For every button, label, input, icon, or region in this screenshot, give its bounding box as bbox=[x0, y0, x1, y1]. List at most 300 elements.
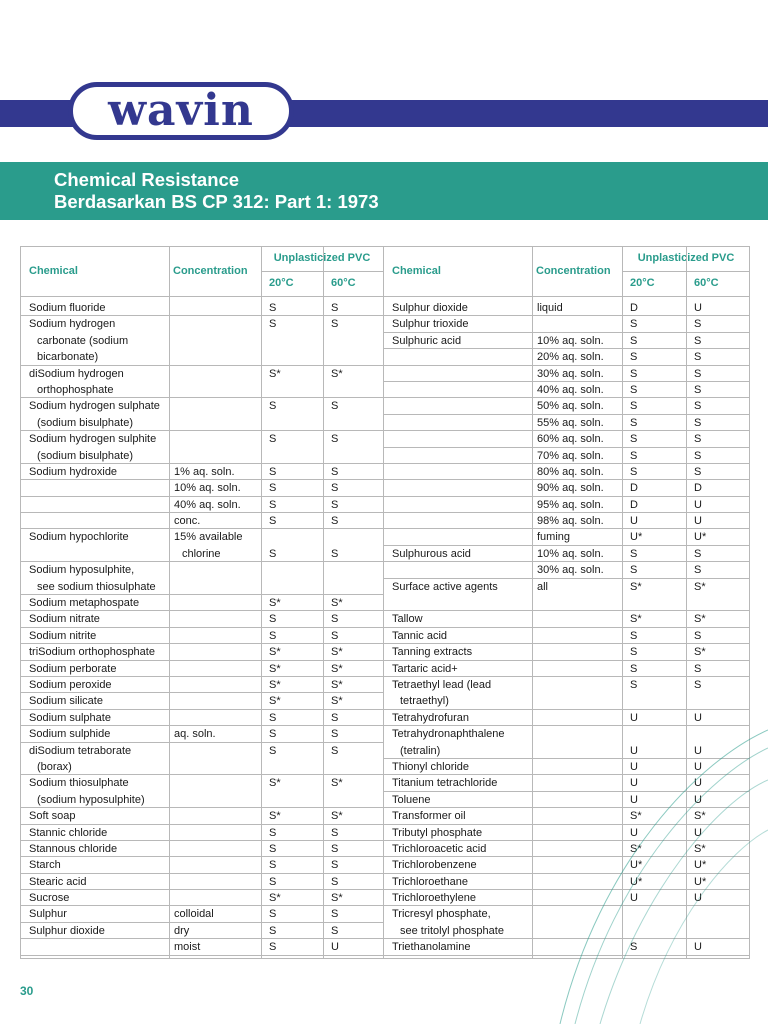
cell-20c: S* bbox=[269, 367, 281, 380]
table-row bbox=[21, 546, 383, 562]
page-subtitle: Berdasarkan BS CP 312: Part 1: 1973 bbox=[54, 191, 379, 212]
cell-20c: S bbox=[269, 908, 277, 921]
cell-60c: S* bbox=[694, 580, 706, 593]
cell-concentration: 30% aq. soln. bbox=[537, 367, 604, 380]
table-row bbox=[21, 382, 383, 398]
header-20c: 20°C bbox=[269, 277, 294, 289]
cell-60c: S bbox=[331, 465, 339, 478]
cell-chemical: Transformer oil bbox=[392, 810, 466, 823]
cell-60c: S bbox=[331, 515, 339, 528]
table-header bbox=[21, 247, 383, 297]
cell-60c: S bbox=[331, 744, 339, 757]
cell-concentration: 30% aq. soln. bbox=[537, 564, 604, 577]
cell-chemical: Thionyl chloride bbox=[392, 760, 470, 773]
cell-concentration: 20% aq. soln. bbox=[537, 351, 604, 364]
table-row bbox=[384, 529, 749, 545]
cell-chemical: Trichlorobenzene bbox=[392, 859, 477, 872]
table-row bbox=[384, 726, 749, 742]
cell-chemical: Titanium tetrachloride bbox=[392, 777, 498, 790]
table-header bbox=[384, 247, 749, 297]
cell-concentration: 10% aq. soln. bbox=[537, 547, 604, 560]
cell-chemical: Sodium hydrogen sulphite bbox=[29, 433, 157, 446]
cell-concentration: 10% aq. soln. bbox=[537, 334, 604, 347]
cell-20c: S bbox=[269, 400, 277, 413]
cell-20c: U bbox=[630, 892, 638, 905]
cell-chemical: Sulphur dioxide bbox=[29, 924, 105, 937]
cell-20c: S* bbox=[269, 646, 281, 659]
table-row bbox=[21, 808, 383, 824]
table-row bbox=[21, 562, 383, 578]
cell-chemical: Surface active agents bbox=[392, 580, 498, 593]
cell-20c: S bbox=[269, 482, 277, 495]
table-row bbox=[384, 710, 749, 726]
cell-20c: S bbox=[630, 941, 638, 954]
table-row bbox=[21, 661, 383, 677]
table-row bbox=[384, 874, 749, 890]
table-row bbox=[384, 775, 749, 791]
cell-concentration: chlorine bbox=[182, 547, 221, 560]
cell-60c: D bbox=[694, 482, 702, 495]
table-row bbox=[384, 906, 749, 922]
cell-concentration: 15% available bbox=[174, 531, 243, 544]
cell-concentration: colloidal bbox=[174, 908, 214, 921]
table-row bbox=[384, 759, 749, 775]
table-row bbox=[384, 546, 749, 562]
cell-20c: S bbox=[630, 334, 638, 347]
cell-20c: S bbox=[269, 924, 277, 937]
cell-20c: U bbox=[630, 793, 638, 806]
table-row bbox=[384, 841, 749, 857]
table-body bbox=[21, 300, 383, 956]
cell-20c: S bbox=[630, 465, 638, 478]
cell-60c: S* bbox=[331, 662, 343, 675]
cell-60c: S bbox=[331, 433, 339, 446]
cell-60c: U bbox=[331, 941, 339, 954]
cell-60c: S bbox=[694, 351, 702, 364]
cell-chemical: Tallow bbox=[392, 613, 423, 626]
cell-60c: S bbox=[694, 629, 702, 642]
cell-concentration: 95% aq. soln. bbox=[537, 498, 604, 511]
cell-20c: S bbox=[269, 433, 277, 446]
table-row bbox=[384, 595, 749, 611]
cell-chemical: Triethanolamine bbox=[392, 941, 471, 954]
table-row bbox=[21, 710, 383, 726]
table-row bbox=[384, 857, 749, 873]
cell-chemical: Trichloroethylene bbox=[392, 892, 476, 905]
header-concentration: Concentration bbox=[536, 265, 611, 277]
cell-20c: S bbox=[269, 941, 277, 954]
cell-concentration: fuming bbox=[537, 531, 571, 544]
table-row bbox=[384, 743, 749, 759]
cell-chemical: Tartaric acid+ bbox=[392, 662, 458, 675]
cell-60c: S bbox=[331, 400, 339, 413]
cell-chemical: Sodium silicate bbox=[29, 695, 103, 708]
cell-20c: S bbox=[630, 383, 638, 396]
cell-chemical: Tanning extracts bbox=[392, 646, 473, 659]
cell-20c: S* bbox=[269, 597, 281, 610]
table-row bbox=[21, 693, 383, 709]
cell-20c: S bbox=[630, 416, 638, 429]
cell-chemical: Soft soap bbox=[29, 810, 76, 823]
cell-chemical: Tetraethyl lead (lead bbox=[392, 678, 492, 691]
cell-20c: D bbox=[630, 482, 638, 495]
cell-concentration: conc. bbox=[174, 515, 201, 528]
cell-concentration: 40% aq. soln. bbox=[174, 498, 241, 511]
cell-chemical: (sodium hyposulphite) bbox=[37, 793, 145, 806]
title-band bbox=[0, 162, 768, 220]
wavin-logo bbox=[68, 82, 294, 140]
cell-60c: S* bbox=[694, 646, 706, 659]
cell-20c: S bbox=[269, 842, 277, 855]
header-20c: 20°C bbox=[630, 277, 655, 289]
cell-60c: U bbox=[694, 826, 702, 839]
cell-chemical: (borax) bbox=[37, 760, 72, 773]
cell-chemical: Sodium sulphate bbox=[29, 711, 111, 724]
table-row bbox=[21, 644, 383, 660]
cell-60c: S bbox=[331, 629, 339, 642]
cell-chemical: Sodium hydrogen bbox=[29, 318, 116, 331]
cell-60c: S* bbox=[331, 597, 343, 610]
table-row bbox=[21, 923, 383, 939]
cell-60c: S bbox=[694, 383, 702, 396]
header-chemical: Chemical bbox=[29, 265, 78, 277]
cell-60c: S bbox=[331, 318, 339, 331]
table-row bbox=[21, 841, 383, 857]
table-row bbox=[384, 497, 749, 513]
cell-60c: U* bbox=[694, 875, 707, 888]
cell-20c: S bbox=[269, 629, 277, 642]
cell-20c: U bbox=[630, 777, 638, 790]
table-row bbox=[384, 661, 749, 677]
table-row bbox=[21, 480, 383, 496]
table-row bbox=[21, 906, 383, 922]
cell-chemical: Tannic acid bbox=[392, 629, 448, 642]
table-row bbox=[384, 382, 749, 398]
table-row bbox=[21, 448, 383, 464]
cell-60c: S* bbox=[331, 810, 343, 823]
header-unplasticized-pvc: Unplasticized PVC bbox=[637, 252, 735, 264]
cell-60c: S bbox=[694, 318, 702, 331]
cell-60c: U bbox=[694, 793, 702, 806]
cell-concentration: 60% aq. soln. bbox=[537, 433, 604, 446]
page-title: Chemical Resistance bbox=[54, 169, 240, 190]
cell-20c: S bbox=[269, 498, 277, 511]
cell-20c: S bbox=[269, 465, 277, 478]
cell-60c: S bbox=[331, 711, 339, 724]
cell-chemical: Sulphurous acid bbox=[392, 547, 471, 560]
cell-chemical: Sodium nitrate bbox=[29, 613, 100, 626]
cell-20c: S bbox=[269, 547, 277, 560]
cell-20c: U* bbox=[630, 531, 643, 544]
cell-chemical: Sodium peroxide bbox=[29, 678, 112, 691]
table-row bbox=[384, 333, 749, 349]
table-row bbox=[384, 890, 749, 906]
cell-60c: U bbox=[694, 892, 702, 905]
cell-chemical: Sulphur trioxide bbox=[392, 318, 469, 331]
cell-60c: S bbox=[331, 826, 339, 839]
cell-60c: S bbox=[694, 547, 702, 560]
cell-20c: S bbox=[630, 662, 638, 675]
cell-chemical: Sulphuric acid bbox=[392, 334, 462, 347]
cell-60c: U* bbox=[694, 859, 707, 872]
cell-chemical: Sodium hypochlorite bbox=[29, 531, 129, 544]
cell-chemical: Tetrahydrofuran bbox=[392, 711, 470, 724]
table-row bbox=[384, 939, 749, 955]
cell-20c: S bbox=[269, 613, 277, 626]
cell-20c: D bbox=[630, 302, 638, 314]
cell-concentration: 40% aq. soln. bbox=[537, 383, 604, 396]
cell-60c: U bbox=[694, 302, 702, 314]
table-row bbox=[384, 513, 749, 529]
cell-chemical: Sodium perborate bbox=[29, 662, 117, 675]
cell-20c: S bbox=[630, 564, 638, 577]
table-row bbox=[21, 677, 383, 693]
cell-20c: S bbox=[630, 400, 638, 413]
table-row bbox=[384, 316, 749, 332]
cell-20c: S* bbox=[269, 892, 281, 905]
cell-60c: U bbox=[694, 760, 702, 773]
cell-60c: S bbox=[331, 728, 339, 741]
table-row bbox=[21, 513, 383, 529]
table-row bbox=[21, 333, 383, 349]
cell-60c: S* bbox=[694, 842, 706, 855]
table-row bbox=[384, 448, 749, 464]
cell-60c: S bbox=[694, 433, 702, 446]
cell-chemical: Tetrahydronaphthalene bbox=[392, 728, 505, 741]
table-row bbox=[21, 316, 383, 332]
cell-20c: U bbox=[630, 744, 638, 757]
cell-chemical: Stannous chloride bbox=[29, 842, 118, 855]
table-row bbox=[21, 464, 383, 480]
table-row bbox=[384, 300, 749, 316]
cell-20c: U bbox=[630, 515, 638, 528]
table-row bbox=[21, 300, 383, 316]
page-number: 30 bbox=[20, 984, 34, 998]
table-row bbox=[384, 825, 749, 841]
cell-concentration: liquid bbox=[537, 302, 563, 314]
cell-chemical: Sodium hydroxide bbox=[29, 465, 118, 478]
table-body bbox=[384, 300, 749, 956]
table-row bbox=[384, 923, 749, 939]
table-row bbox=[21, 349, 383, 365]
cell-60c: S bbox=[331, 302, 339, 314]
table-row bbox=[21, 595, 383, 611]
cell-chemical: Sodium metaphospate bbox=[29, 597, 140, 610]
cell-chemical: carbonate (sodium bbox=[37, 334, 129, 347]
header-concentration: Concentration bbox=[173, 265, 248, 277]
table-right-half bbox=[383, 247, 749, 958]
table-row bbox=[21, 398, 383, 414]
cell-20c: S bbox=[630, 678, 638, 691]
table-row bbox=[384, 579, 749, 595]
cell-chemical: Sodium sulphide bbox=[29, 728, 111, 741]
header-60c: 60°C bbox=[694, 277, 719, 289]
table-row bbox=[384, 808, 749, 824]
table-row bbox=[21, 743, 383, 759]
table-row bbox=[384, 464, 749, 480]
cell-concentration: 90% aq. soln. bbox=[537, 482, 604, 495]
cell-chemical: see sodium thiosulphate bbox=[37, 580, 156, 593]
cell-20c: U bbox=[630, 826, 638, 839]
cell-60c: S bbox=[694, 334, 702, 347]
cell-concentration: dry bbox=[174, 924, 190, 937]
cell-60c: S bbox=[694, 662, 702, 675]
cell-chemical: Tributyl phosphate bbox=[392, 826, 483, 839]
cell-20c: S* bbox=[269, 662, 281, 675]
cell-chemical: Sodium hydrogen sulphate bbox=[29, 400, 160, 413]
table-row bbox=[384, 611, 749, 627]
cell-20c: S bbox=[269, 318, 277, 331]
table-row bbox=[21, 775, 383, 791]
cell-60c: S bbox=[694, 367, 702, 380]
cell-20c: S* bbox=[269, 777, 281, 790]
cell-chemical: Sulphur bbox=[29, 908, 67, 921]
cell-20c: S* bbox=[630, 810, 642, 823]
table-row bbox=[21, 939, 383, 955]
cell-20c: S* bbox=[630, 842, 642, 855]
cell-chemical: see tritolyl phosphate bbox=[400, 924, 504, 937]
table-row bbox=[384, 677, 749, 693]
table-row bbox=[384, 644, 749, 660]
cell-chemical: Sodium fluoride bbox=[29, 302, 106, 314]
cell-60c: S* bbox=[694, 613, 706, 626]
cell-chemical: Sucrose bbox=[29, 892, 70, 905]
chemical-resistance-table bbox=[20, 246, 750, 959]
table-row bbox=[21, 366, 383, 382]
cell-20c: D bbox=[630, 498, 638, 511]
cell-60c: U bbox=[694, 744, 702, 757]
cell-60c: U bbox=[694, 498, 702, 511]
cell-60c: S* bbox=[331, 777, 343, 790]
cell-20c: S bbox=[269, 744, 277, 757]
cell-20c: S bbox=[630, 367, 638, 380]
cell-60c: S bbox=[331, 875, 339, 888]
cell-chemical: (sodium bisulphate) bbox=[37, 416, 133, 429]
cell-chemical: orthophosphate bbox=[37, 383, 114, 396]
cell-60c: U bbox=[694, 515, 702, 528]
cell-concentration: 70% aq. soln. bbox=[537, 449, 604, 462]
cell-chemical: (sodium bisulphate) bbox=[37, 449, 133, 462]
table-row bbox=[384, 431, 749, 447]
table-row bbox=[384, 562, 749, 578]
cell-60c: S bbox=[331, 859, 339, 872]
cell-20c: U* bbox=[630, 875, 643, 888]
cell-concentration: 1% aq. soln. bbox=[174, 465, 235, 478]
cell-60c: S bbox=[331, 842, 339, 855]
cell-20c: S bbox=[630, 318, 638, 331]
cell-chemical: (tetralin) bbox=[400, 744, 441, 757]
table-row bbox=[384, 366, 749, 382]
cell-chemical: Tricresyl phosphate, bbox=[392, 908, 491, 921]
cell-concentration: 10% aq. soln. bbox=[174, 482, 241, 495]
cell-20c: S bbox=[630, 433, 638, 446]
logo-text: wavin bbox=[108, 85, 254, 136]
cell-60c: S* bbox=[331, 892, 343, 905]
cell-20c: S bbox=[630, 646, 638, 659]
cell-20c: S* bbox=[269, 678, 281, 691]
cell-chemical: Sodium thiosulphate bbox=[29, 777, 129, 790]
cell-60c: S bbox=[331, 547, 339, 560]
cell-60c: S bbox=[331, 908, 339, 921]
cell-60c: S bbox=[331, 482, 339, 495]
cell-20c: S* bbox=[269, 695, 281, 708]
cell-20c: S* bbox=[630, 613, 642, 626]
cell-20c: S bbox=[630, 351, 638, 364]
table-row bbox=[21, 890, 383, 906]
cell-20c: S bbox=[269, 875, 277, 888]
cell-60c: S bbox=[694, 678, 702, 691]
cell-60c: S* bbox=[331, 646, 343, 659]
table-row bbox=[21, 529, 383, 545]
cell-60c: S bbox=[694, 564, 702, 577]
table-row bbox=[21, 759, 383, 775]
cell-chemical: Starch bbox=[29, 859, 61, 872]
cell-chemical: tetraethyl) bbox=[400, 695, 449, 708]
cell-60c: S* bbox=[331, 678, 343, 691]
table-row bbox=[21, 825, 383, 841]
table-row bbox=[384, 398, 749, 414]
cell-chemical: Stearic acid bbox=[29, 875, 87, 888]
cell-60c: S* bbox=[331, 367, 343, 380]
cell-20c: U* bbox=[630, 859, 643, 872]
table-row bbox=[21, 415, 383, 431]
table-row bbox=[384, 480, 749, 496]
cell-chemical: Sodium nitrite bbox=[29, 629, 97, 642]
cell-concentration: 55% aq. soln. bbox=[537, 416, 604, 429]
cell-20c: S bbox=[630, 449, 638, 462]
cell-60c: S bbox=[694, 449, 702, 462]
table-row bbox=[21, 628, 383, 644]
cell-60c: S bbox=[331, 498, 339, 511]
table-row bbox=[21, 874, 383, 890]
cell-chemical: Toluene bbox=[392, 793, 431, 806]
cell-60c: U bbox=[694, 777, 702, 790]
cell-20c: S bbox=[269, 515, 277, 528]
cell-chemical: Trichloroacetic acid bbox=[392, 842, 487, 855]
cell-20c: U bbox=[630, 711, 638, 724]
cell-20c: S bbox=[269, 826, 277, 839]
cell-20c: S bbox=[269, 859, 277, 872]
header-unplasticized-pvc: Unplasticized PVC bbox=[273, 252, 371, 264]
cell-60c: U* bbox=[694, 531, 707, 544]
table-row bbox=[21, 579, 383, 595]
cell-20c: S* bbox=[269, 810, 281, 823]
cell-60c: S bbox=[331, 924, 339, 937]
cell-60c: S* bbox=[694, 810, 706, 823]
table-row bbox=[21, 611, 383, 627]
header-60c: 60°C bbox=[331, 277, 356, 289]
cell-concentration: moist bbox=[174, 941, 201, 954]
cell-60c: S* bbox=[331, 695, 343, 708]
cell-chemical: diSodium tetraborate bbox=[29, 744, 132, 757]
cell-chemical: diSodium hydrogen bbox=[29, 367, 124, 380]
header-chemical: Chemical bbox=[392, 265, 441, 277]
cell-chemical: Sulphur dioxide bbox=[392, 302, 468, 314]
cell-chemical: Stannic chloride bbox=[29, 826, 108, 839]
cell-20c: S* bbox=[630, 580, 642, 593]
table-row bbox=[21, 857, 383, 873]
table-row bbox=[384, 349, 749, 365]
cell-20c: S bbox=[630, 547, 638, 560]
cell-20c: S bbox=[269, 711, 277, 724]
table-row bbox=[21, 497, 383, 513]
table-row bbox=[21, 726, 383, 742]
cell-chemical: bicarbonate) bbox=[37, 351, 99, 364]
cell-concentration: aq. soln. bbox=[174, 728, 216, 741]
cell-60c: S bbox=[694, 416, 702, 429]
table-row bbox=[384, 415, 749, 431]
cell-chemical: Sodium hyposulphite, bbox=[29, 564, 135, 577]
